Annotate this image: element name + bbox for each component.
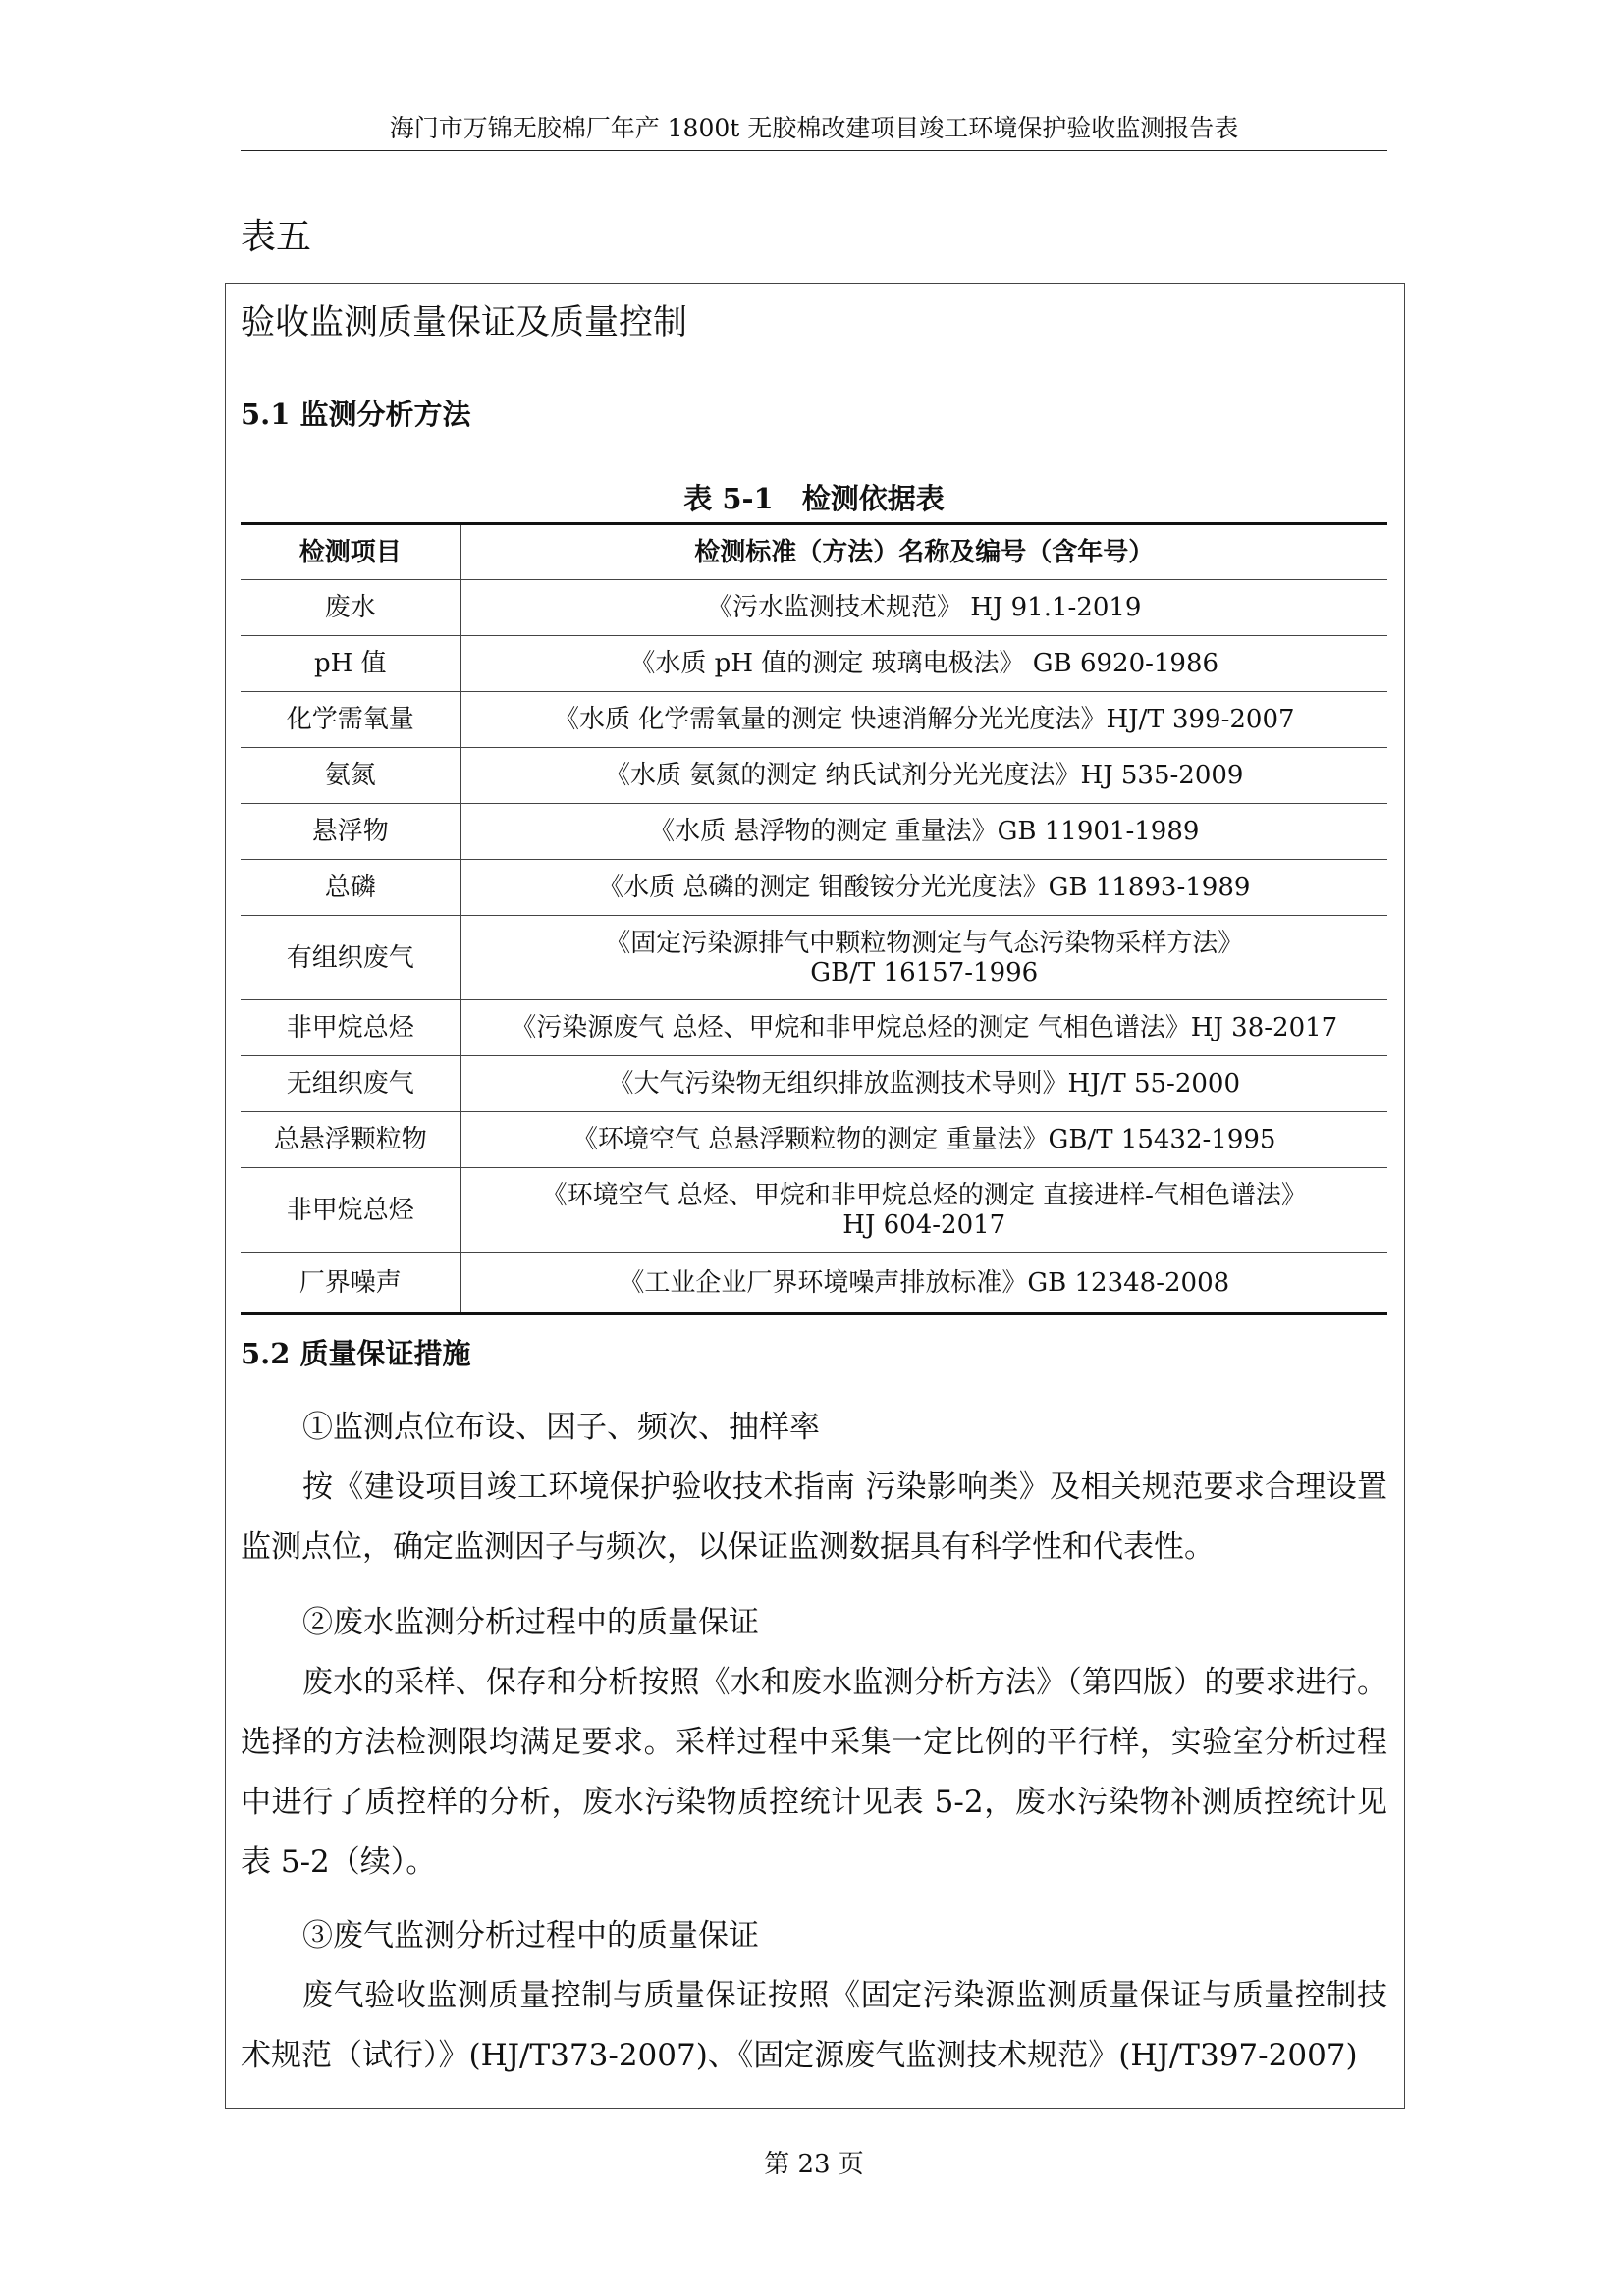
page-title: 验收监测质量保证及质量控制 <box>241 303 688 343</box>
row-item: 化学需氧量 <box>241 692 460 748</box>
table-row <box>241 1056 1387 1112</box>
row-standard: 《水质 总磷的测定 钼酸铵分光光度法》GB 11893-1989 <box>460 860 1387 916</box>
row-standard-line2: HJ 604-2017 <box>842 1209 1006 1240</box>
paragraph-sampling-design-heading: ①监测点位布设、因子、频次、抽样率 <box>302 1410 820 1445</box>
table-row <box>241 1000 1387 1056</box>
page-number: 第 23 页 <box>764 2150 864 2179</box>
column-header-item: 检测项目 <box>241 524 460 580</box>
row-standard-line2: GB/T 16157-1996 <box>810 957 1039 988</box>
table-row <box>241 636 1387 692</box>
row-item: pH 值 <box>241 636 460 692</box>
row-item: 非甲烷总烃 <box>241 1168 460 1253</box>
row-item: 总磷 <box>241 860 460 916</box>
table-row <box>241 916 1387 1000</box>
section-5-2-heading: 5.2 质量保证措施 <box>241 1337 471 1370</box>
header-rule <box>241 150 1387 151</box>
table-row <box>241 860 1387 916</box>
row-standard-line1: 《环境空气 总烃、甲烷和非甲烷总烃的测定 直接进样-气相色谱法》 <box>541 1180 1307 1210</box>
table-row <box>241 1168 1387 1253</box>
row-standard: 《污染源废气 总烃、甲烷和非甲烷总烃的测定 气相色谱法》HJ 38-2017 <box>460 1000 1387 1056</box>
row-item: 有组织废气 <box>241 916 460 1000</box>
row-standard: 《污水监测技术规范》 HJ 91.1-2019 <box>460 580 1387 636</box>
row-item: 厂界噪声 <box>241 1253 460 1314</box>
column-header-standard: 检测标准（方法）名称及编号（含年号） <box>460 524 1387 580</box>
row-item: 废水 <box>241 580 460 636</box>
row-standard: 《工业企业厂界环境噪声排放标准》GB 12348-2008 <box>460 1253 1387 1314</box>
section-5-1-heading: 5.1 监测分析方法 <box>241 398 471 431</box>
row-standard: 《水质 氨氮的测定 纳氏试剂分光光度法》HJ 535-2009 <box>460 748 1387 804</box>
paragraph-sampling-design: 按《建设项目竣工环境保护验收技术指南 污染影响类》及相关规范要求合理设置监测点位，确定监测因子与频次，以保证监测数据具有科学性和代表性。 <box>241 1469 1387 1565</box>
paragraph-wastewater-qa-heading: ②废水监测分析过程中的质量保证 <box>302 1605 759 1640</box>
table-row <box>241 804 1387 860</box>
row-standard <box>460 1168 1387 1253</box>
detection-basis-table <box>241 522 1387 1315</box>
row-standard: 《大气污染物无组织排放监测技术导则》HJ/T 55-2000 <box>460 1056 1387 1112</box>
table-row <box>241 1253 1387 1314</box>
row-item: 氨氮 <box>241 748 460 804</box>
table-row <box>241 748 1387 804</box>
table-header-row <box>241 524 1387 580</box>
row-standard <box>460 916 1387 1000</box>
running-header: 海门市万锦无胶棉厂年产 1800t 无胶棉改建项目竣工环境保护验收监测报告表 <box>389 114 1239 142</box>
row-item: 非甲烷总烃 <box>241 1000 460 1056</box>
table-row <box>241 1112 1387 1168</box>
row-standard: 《环境空气 总悬浮颗粒物的测定 重量法》GB/T 15432-1995 <box>460 1112 1387 1168</box>
row-standard: 《水质 悬浮物的测定 重量法》GB 11901-1989 <box>460 804 1387 860</box>
table-5-1-caption: 表 5-1 检测依据表 <box>683 482 945 515</box>
row-item: 悬浮物 <box>241 804 460 860</box>
row-standard-line1: 《固定污染源排气中颗粒物测定与气态污染物采样方法》 <box>605 928 1244 958</box>
row-item: 无组织废气 <box>241 1056 460 1112</box>
row-standard: 《水质 pH 值的测定 玻璃电极法》 GB 6920-1986 <box>460 636 1387 692</box>
row-item: 总悬浮颗粒物 <box>241 1112 460 1168</box>
row-standard: 《水质 化学需氧量的测定 快速消解分光光度法》HJ/T 399-2007 <box>460 692 1387 748</box>
table-row <box>241 692 1387 748</box>
paragraph-wastewater-qa: 废水的采样、保存和分析按照《水和废水监测分析方法》（第四版）的要求进行。选择的方法检测限均满足要求。采样过程中采集一定比例的平行样，实验室分析过程中进行了质控样的分析，废水污染物质控统计见表 5-2，废水污染物补测质控统计见表 5-2（续）。 <box>241 1665 1387 1880</box>
paragraph-exhaust-qa-heading: ③废气监测分析过程中的质量保证 <box>302 1918 759 1953</box>
section-tag: 表五 <box>241 217 312 257</box>
table-row <box>241 580 1387 636</box>
paragraph-exhaust-qa: 废气验收监测质量控制与质量保证按照《固定污染源监测质量保证与质量控制技术规范（试行）》(HJ/T373-2007)、《固定源废气监测技术规范》(HJ/T397-2007) <box>241 1978 1387 2073</box>
